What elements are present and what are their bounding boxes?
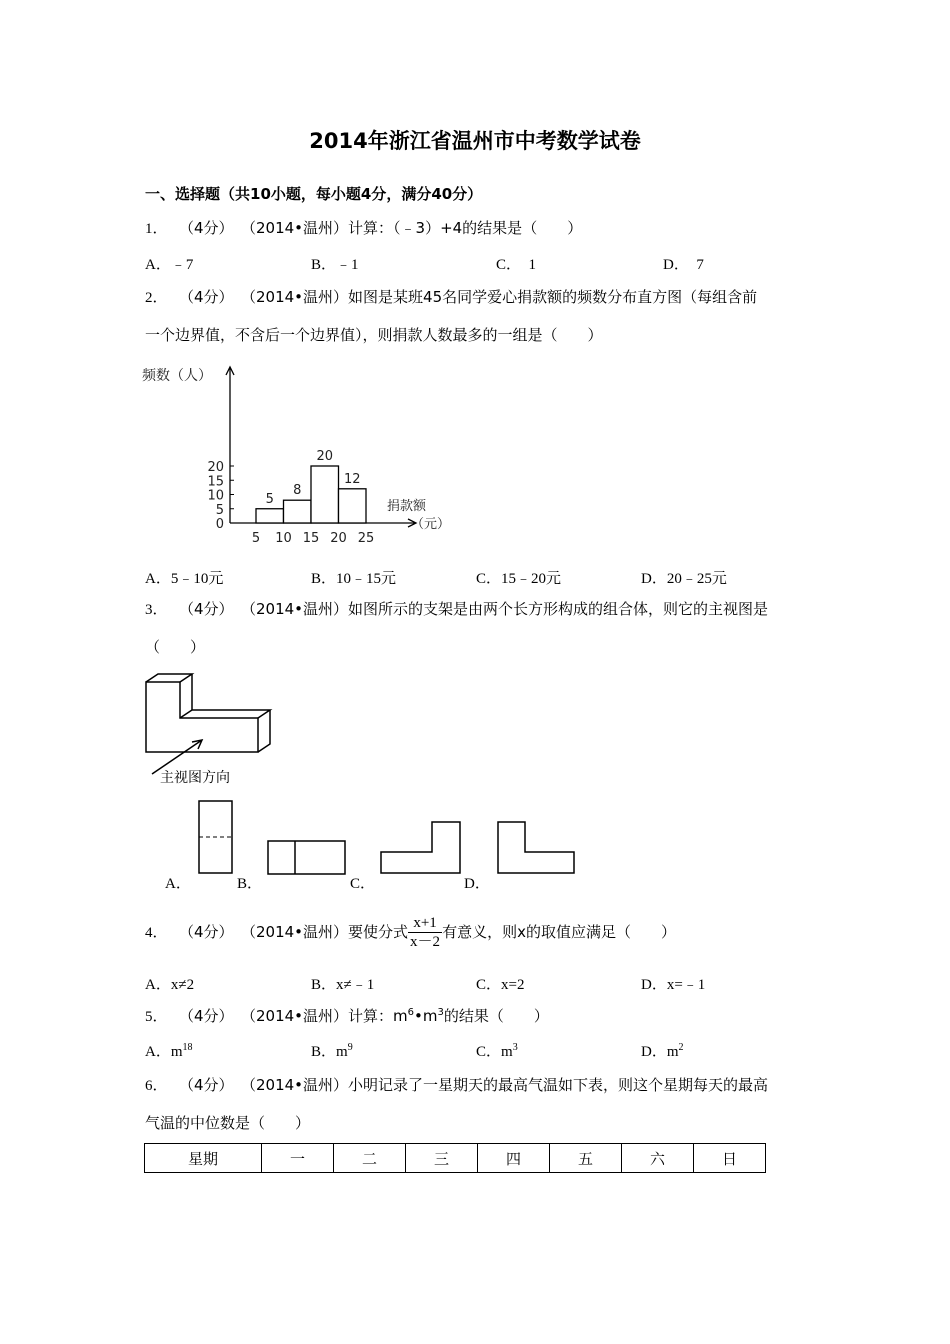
question-6 (145, 1074, 768, 1095)
q4-option-a: A．x≠2 (145, 977, 195, 993)
question-2 (145, 286, 757, 307)
y-tick-label: 10 (207, 488, 224, 504)
x-tick-label: 25 (357, 531, 375, 546)
table-header-cell: 二 (334, 1144, 406, 1173)
q5-option-c: C．$m^3$ (476, 1042, 518, 1060)
view-direction-label: 主视图方向 (160, 770, 230, 786)
q4-option-b: B．x≠﹣1 (311, 977, 375, 993)
q5-text-post: 的结果（ ） (443, 1007, 549, 1025)
histogram-bar (284, 500, 312, 523)
y-axis-label: 频数（人） (142, 368, 212, 384)
q5-exp-2: 3 (437, 1007, 444, 1018)
bracket-top-face (146, 674, 192, 682)
q1-option-d: D． 7 (663, 257, 704, 273)
table-row (145, 1144, 766, 1173)
q1-option-b: B．﹣1 (311, 257, 359, 273)
q2-option-c: C．15﹣20元 (476, 571, 562, 587)
q3-option-b: B． (237, 876, 263, 892)
q6-number: 6． (145, 1078, 168, 1094)
q4-option-c: C．x=2 (476, 977, 525, 993)
q1-option-a: A．﹣7 (145, 257, 194, 273)
q6-score: （4分） (179, 1076, 234, 1094)
q5-score: （4分） (179, 1007, 234, 1025)
q1-option-c: C． 1 (496, 257, 537, 273)
q2-text: 如图是某班45名同学爱心捐款额的频数分布直方图（每组含前 (348, 288, 758, 306)
q1-score: （4分） (179, 219, 234, 237)
x-tick-label: 20 (330, 531, 347, 546)
y-tick-label: 15 (207, 474, 224, 490)
histogram-bar (339, 489, 367, 523)
fraction-denominator: x－2 (410, 934, 441, 950)
table-header-cell: 四 (478, 1144, 550, 1173)
q3-option-d-figure (494, 818, 580, 878)
section-heading: 一、选择题（共10小题，每小题4分，满分40分） (145, 185, 483, 203)
q1-number: 1． (145, 221, 168, 237)
q5-exp-1: 6 (407, 1007, 415, 1018)
q6-text: 小明记录了一星期天的最高气温如下表，则这个星期每天的最高 (348, 1076, 769, 1094)
temperature-table (144, 1143, 766, 1173)
table-header-cell: 一 (262, 1144, 334, 1173)
bar-data-label: 5 (265, 491, 274, 507)
q3-option-d: D． (464, 876, 490, 892)
q2-option-b: B．10﹣15元 (311, 571, 397, 587)
q2-score: （4分） (179, 288, 234, 306)
q3-option-a-figure (195, 798, 235, 878)
fraction-numerator: x+1 (408, 914, 442, 933)
x-tick-label: 5 (251, 531, 261, 546)
q3-option-b-figure (265, 838, 349, 878)
q5-number: 5． (145, 1009, 168, 1025)
page-title: 2014年浙江省温州市中考数学试卷 (309, 129, 641, 153)
q5-option-a: A．$m^{18}$ (145, 1042, 193, 1060)
q2-option-a: A．5﹣10元 (145, 571, 224, 587)
q3-source: （2014•温州） (241, 600, 349, 618)
q3-number: 3． (145, 602, 168, 618)
x-tick-label: 15 (302, 531, 320, 546)
y-tick-label: 0 (215, 517, 224, 532)
histogram-chart (140, 360, 460, 550)
q2-text-line2: 一个边界值，不含后一个边界值），则捐款人数最多的一组是（ ） (145, 326, 603, 344)
q4-score: （4分） (179, 923, 234, 941)
question-3 (145, 598, 768, 619)
table-header-cell: 三 (406, 1144, 478, 1173)
q3-option-c-figure (378, 818, 464, 878)
x-axis-label: 捐款额 (387, 499, 427, 514)
q4-option-d: D．x=﹣1 (641, 977, 706, 993)
q5-option-d: D．$m^2$ (641, 1042, 684, 1060)
q4-text-post: 有意义，则x的取值应满足（ ） (442, 923, 676, 941)
table-header-cell: 星期 (145, 1144, 262, 1173)
question-5 (145, 1005, 549, 1026)
q1-text: 计算：（﹣3）+4的结果是（ ） (348, 219, 583, 237)
q1-source: （2014•温州） (241, 219, 349, 237)
q4-text-pre: 要使分式 (348, 923, 409, 941)
q5-source: （2014•温州） (241, 1007, 349, 1025)
histogram-bar (311, 466, 339, 523)
q3-option-a: A． (165, 876, 191, 892)
q5-text-mid: •m (414, 1007, 438, 1025)
q6-source: （2014•温州） (241, 1076, 349, 1094)
q2-source: （2014•温州） (241, 288, 349, 306)
y-tick-label: 5 (215, 502, 224, 518)
q3-score: （4分） (179, 600, 234, 618)
bar-data-label: 12 (343, 471, 361, 487)
q2-option-d: D．20﹣25元 (641, 571, 727, 587)
q4-fraction (408, 914, 442, 951)
histogram-bar (256, 509, 284, 523)
q6-text-line2: 气温的中位数是（ ） (145, 1114, 311, 1132)
table-header-cell: 日 (694, 1144, 766, 1173)
x-axis-label-unit: （元） (411, 517, 451, 532)
question-4 (145, 914, 676, 951)
question-1 (145, 217, 582, 238)
q4-number: 4． (145, 925, 168, 941)
y-tick-label: 20 (207, 460, 224, 475)
bracket-ledge-top (180, 710, 270, 718)
x-tick-label: 10 (275, 531, 292, 546)
q5-text-pre: 计算：m (348, 1007, 408, 1025)
q3-option-c: C． (350, 876, 376, 892)
table-header-cell: 五 (550, 1144, 622, 1173)
bar-data-label: 20 (316, 449, 334, 464)
bar-data-label: 8 (293, 483, 302, 499)
q3-text-line2: （ ） (145, 638, 206, 656)
q2-number: 2． (145, 290, 168, 306)
q3-text: 如图所示的支架是由两个长方形构成的组合体，则它的主视图是 (348, 600, 769, 618)
q4-source: （2014•温州） (241, 923, 349, 941)
table-header-cell: 六 (622, 1144, 694, 1173)
q5-option-b: B．$m^9$ (311, 1042, 353, 1060)
